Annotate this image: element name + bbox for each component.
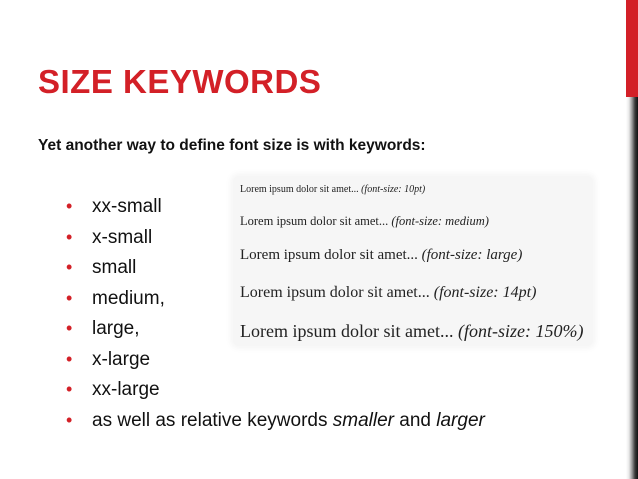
slide-title: SIZE KEYWORDS — [38, 63, 322, 100]
sample-note: (font-size: large) — [421, 247, 523, 263]
list-item-prefix: as well as relative keywords — [92, 409, 333, 431]
keyword-smaller: smaller — [332, 409, 394, 431]
sample-line-150-percent — [240, 320, 583, 342]
bullet-dot: • — [66, 318, 73, 338]
bullet-dot: • — [66, 287, 73, 308]
sample-text: Lorem ipsum dolor sit amet... — [240, 214, 392, 228]
list-item-middle: and — [394, 409, 437, 431]
list-item — [66, 405, 485, 436]
sample-text: Lorem ipsum dolor sit amet... — [240, 184, 362, 195]
list-item-label: xx-large — [92, 379, 160, 400]
list-item-label: xx-small — [92, 196, 162, 217]
list-item — [66, 374, 485, 405]
list-item-label: large, — [92, 318, 140, 339]
list-item-label: medium, — [92, 287, 165, 309]
sample-note: (font-size: 10pt) — [361, 184, 426, 195]
list-item-label: x-large — [92, 348, 151, 370]
bullet-dot: • — [66, 379, 73, 399]
right-border-shadow — [626, 97, 638, 479]
bullet-dot: • — [66, 409, 73, 430]
sample-line-10pt — [240, 183, 425, 197]
keyword-larger: larger — [436, 409, 485, 431]
list-item — [66, 344, 485, 375]
bullet-dot: • — [66, 226, 73, 247]
sample-line-medium — [240, 213, 489, 229]
list-item-label: x-small — [92, 226, 153, 248]
sample-text: Lorem ipsum dolor sit amet... — [240, 284, 434, 301]
sample-note: (font-size: medium) — [391, 214, 489, 228]
sample-text: Lorem ipsum dolor sit amet... — [240, 247, 422, 263]
bullet-dot: • — [66, 257, 73, 277]
intro-text: Yet another way to define font size is with keywords: — [38, 137, 426, 154]
sample-text: Lorem ipsum dolor sit amet... — [240, 321, 458, 341]
accent-bar — [626, 0, 638, 97]
list-item-label: small — [92, 257, 137, 278]
bullet-dot: • — [66, 348, 73, 369]
sample-note: (font-size: 14pt) — [433, 284, 537, 301]
bullet-dot: • — [66, 196, 73, 216]
sample-line-large — [240, 246, 522, 265]
sample-note: (font-size: 150%) — [457, 321, 584, 341]
sample-line-14pt — [240, 282, 536, 303]
